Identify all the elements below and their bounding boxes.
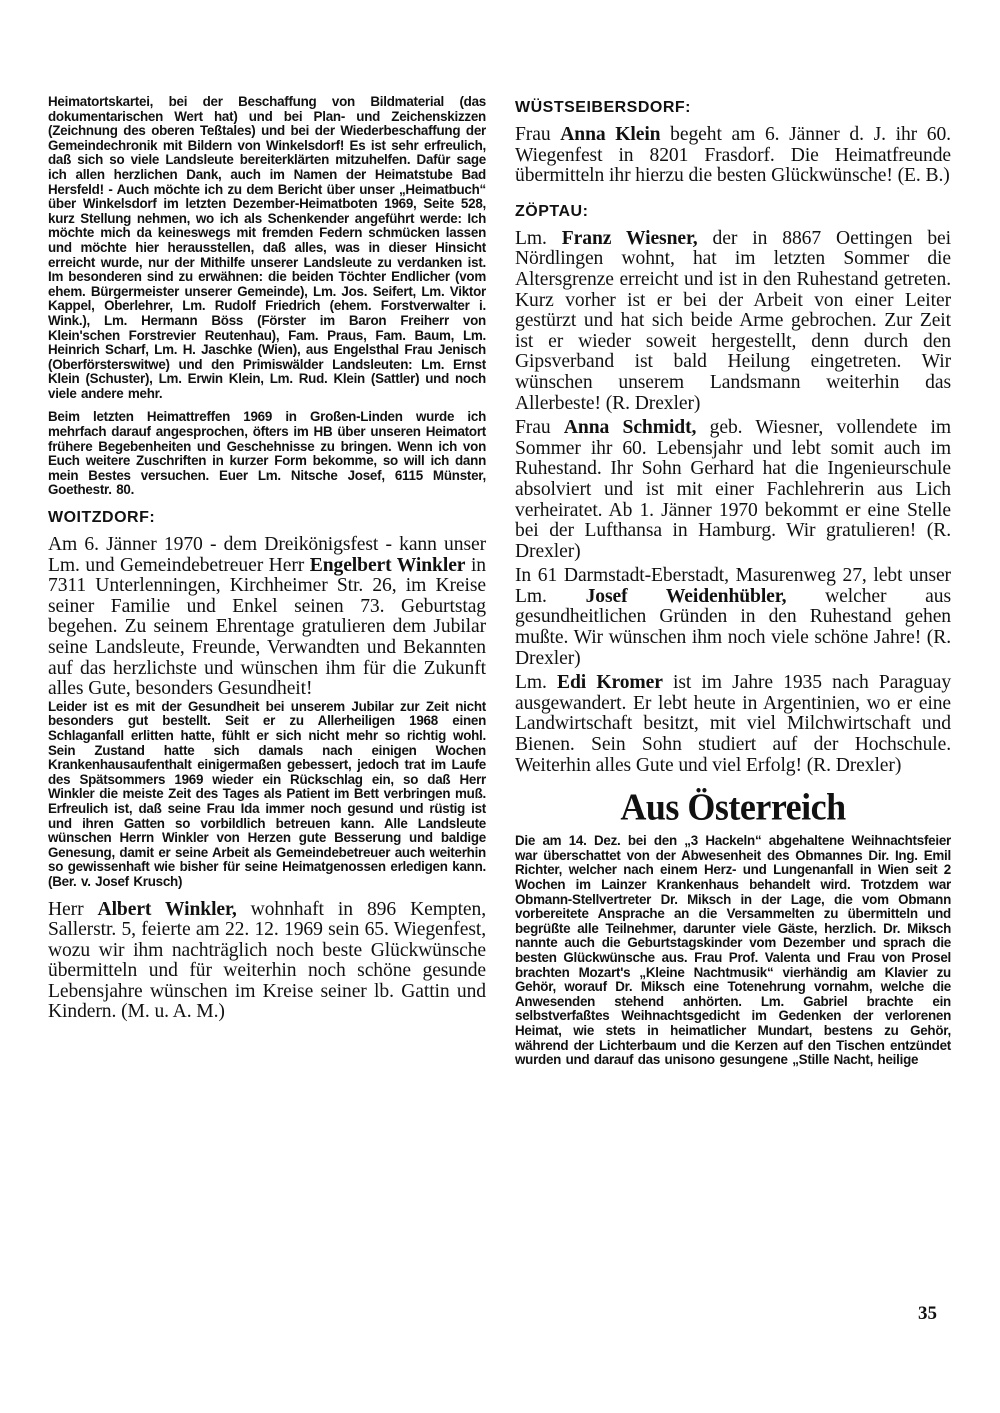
text-segment: der in 8867 Oettingen bei Nördlingen wohnt, hat im letzten Sommer die Altersgrenze erreicht und ist in den Ruhestand getreten. Kurz vorher ist er bei der Arbeit von einer Leiter gestürzt und hat sich beide Arme gebrochen. Zur Zeit ist er wieder soweit hergestellt, denn durch den Gipsverband ist bald Heilung eingetreten. Wir wünschen unserem Landsmann weiterhin das Allerbeste! (R. Drexler)	[515, 227, 952, 414]
bold-name: Franz Wiesner,	[561, 227, 698, 249]
article-paragraph	[515, 834, 951, 1068]
article-paragraph	[48, 535, 486, 700]
text-segment: In 61 Darmstadt-Eberstadt, Masurenweg 27, lebt unser Lm.	[515, 565, 951, 607]
page-number: 35	[918, 1303, 937, 1324]
text-segment: Am 6. Jänner 1970 - dem Dreikönigsfest - kann unser Lm. und Gemeindebetreuer Herr	[48, 534, 486, 576]
article-paragraph	[515, 673, 951, 776]
text-segment: Die am 14. Dez. bei den „3 Hackeln“ abgehaltene	[515, 833, 852, 849]
bold-name: Engelbert Winkler	[309, 554, 466, 576]
article-paragraph	[515, 566, 951, 669]
article-paragraph	[48, 95, 486, 401]
section-heading-wuestseibersdorf: WÜSTSEIBERSDORF:	[515, 99, 691, 116]
bold-name: Edi Kromer	[557, 672, 663, 694]
article-paragraph	[48, 700, 486, 890]
article-paragraph	[48, 900, 486, 1024]
article-paragraph	[48, 410, 486, 498]
text-segment: Frau	[515, 124, 561, 145]
article-paragraph	[515, 418, 951, 562]
section-heading-woitzdorf: WOITZDORF:	[48, 509, 156, 527]
article-paragraph	[515, 229, 951, 414]
bold-name: Anna Klein	[560, 124, 661, 145]
bold-name: Josef Weidenhübler,	[585, 585, 787, 607]
text-segment: begeht am 6. Jänner d. J. ihr 60. Wiegenfest in 8201 Frasdorf. Die Heimatfreunde übermitteln ihr hierzu die besten Glückwünsche! (E. B.)	[515, 124, 951, 187]
left-column	[48, 95, 486, 1023]
text-segment: Frau	[515, 417, 564, 439]
text-segment: Beim letzten Heimattreffen 1969 in Großen-Linden wurde ich mehrfach darauf angesprochen, öfters im HB über unseren Heimatort frühere Begebenheiten und Geschehnisse zu bringen. Wenn ich von Euch weitere Zuschriften in kurzer Form bekomme, so will ich dann mein Bestes versuchen. Euer Lm. Nitsche Josef, 6115 Münster, Goethestr. 80.	[48, 409, 486, 498]
text-segment: Leider ist es mit der Gesundheit bei unserem Jubilar zur Zeit nicht besonders gut bestellt. Seit er zu Allerheiligen 1968 einen Schlaganfall erlitten hatte, fühlt er sich nicht mehr so richtig wohl. Sein Zustand hatte sich damals nach einigen Wochen Krankenhausaufenthalt einigermaßen gebessert, jedoch trat im Laufe des Spätsommers 1969 wieder ein Rückschlag ein, so daß Herr Winkler die meiste Zeit des Tages als Patient im Bett verbringen muß. Erfreulich ist, daß seine Frau Ida immer noch gesund und rüstig ist und ihren Gatten so vorbildlich betreuen kann. Alle Landsleute wünschen Herrn Winkler von Herzen gute Besserung und baldige Genesung, damit er seine Arbeit als Gemeindebetreuer auch weiterhin so gewissenhaft wie bisher für seine Heimatgenossen erledigen kann. (Ber. v. Josef Krusch)	[48, 698, 486, 889]
text-segment: ist im Jahre 1935 nach Paraguay ausgewandert. Er lebt heute in Argentinien, wo er eine Landwirtschaft besitzt, mit viel Milchwirtschaft und Bienen. Sein Sohn studiert auf der Hochschule. Weiterhin alles Gute und viel Erfolg! (R. Drexler)	[515, 672, 952, 776]
text-segment: Lm.	[515, 227, 562, 249]
bold-name: Anna Schmidt,	[563, 417, 697, 439]
text-segment: welcher aus gesundheitlichen Gründen in den Ruhestand gehen mußte. Wir wünschen ihm noch viele schöne Jahre! (R. Drexler)	[515, 585, 951, 669]
text-segment: Lm.	[515, 672, 558, 694]
right-column	[515, 95, 951, 1068]
article-paragraph	[515, 125, 951, 187]
section-heading-zoeptau: ZÖPTAU:	[515, 202, 589, 220]
text-segment: wohnhaft in 896 Kempten, Sallerstr. 5, feierte am 22. 12. 1969 sein 65. Wiegenfest, wozu wir ihm nachträglich noch beste Glückwünsche übermitteln und für weiterhin noch schöne gesunde Lebensjahre wünschen im Kreise seiner lb. Gattin und Kindern. (M. u. A. M.)	[48, 898, 487, 1023]
text-segment: Herr	[48, 898, 98, 920]
text-segment: in 7311 Unterlenningen, Kirchheimer Str. 26, im Kreise seiner Familie und Enkel seinen 73. Geburtstag begehen. Zu seinem Ehrentage gratulieren dem Jubilar seine Landsleute, Freunde, Verwandten und Bekannten auf das herzlichste und wünschen ihm für die Zukunft alles Gute, besonders Gesundheit!	[48, 554, 487, 700]
bold-name: Albert Winkler,	[97, 898, 237, 920]
text-segment: Heimatortskartei, bei der Beschaffung von Bildmaterial (das dokumentarischen Wert hat) und bei Plan- und Zeichenskizzen (Zeichnung des oberen Teßtales) und bei der Wiederbeschaffung der Gemeindechronik mit Bildern von Winkelsdorf! Es ist sehr erfreulich, daß sich so viele Landsleute bereiterklärten mitzuhelfen. Dafür sage ich allen herzlichen Dank, auch im Namen der Heimatstube Bad Hersfeld! - Auch möchte ich zu dem Bericht über unser „Heimatbuch“ über Winkelsdorf im letzten Dezember-Heimatboten 1969, Seite 528, kurz Stellung nehmen, wo ich als Schenkender angeführt werde: Ich möchte mich da keineswegs mit fremden Federn schmücken lassen und möchte hier herausstellen, daß alles, was in dieser Hinsicht erreicht wurde, nur der Mithilfe unserer Landsleute zu verdanken ist. Im besonderen sind zu erwähnen: die beiden Töchter Endlicher (vom ehem. Bürgermeister unserer Gemeinde), Lm. Jos. Seifert, Lm. Viktor Kappel, Oberlehrer, Lm. Rudolf Friedrich (ehem. Forstverwalter i. Wink.), Lm. Hermann Böss (Förster im Baron Freiherr von Klein'schen Forstrevier Reutenhau), Fam. Praus, Fam. Baum, Lm. Heinrich Scharf, Lm. H. Jaschke (Wien), aus Engelsthal Frau Jenisch (Oberförsterswitwe) und den Primiswälder Landsleuten: Lm. Ernst Klein (Schuster), Lm. Erwin Klein, Lm. Rud. Klein (Sattler) und noch viele andere mehr.	[48, 94, 486, 401]
text-segment: war überschattet von der Abwesenheit des Obmannes Dir. Ing. Emil Richter, welcher nach einem Herz- und Lungenanfall in Wien seit 2 Wochen im Lainzer Krankenhaus behandelt wird. Trotzdem war Obmann-Stellvertreter Dr. Miksch in der Lage, die vom Obmann vorbereitete Ansprache an die Versammelten zu übermitteln und begrüßte alle Teilnehmer, darunter viele Gäste, herzlich. Dr. Miksch nannte auch die Geburtstagskinder vom Dezember und sprach die besten Glückwünsche aus. Frau Prof. Valenta und Frau von Prosel brachten Mozart's „Kleine Nachtmusik“ vierhändig am Klavier zu Gehör, worauf Dr. Miksch eine Totenehrung vornahm, welche die Anwesenden stehend anhörten. Lm. Gabriel brachte ein selbstverfaßtes Weihnachtsgedicht im Gedenken der verlorenen Heimat, wie stets in heimatlicher Mundart, bestens zu Gehör, während der Lichterbaum und die Kerzen auf den Tischen entzündet wurden und darauf das unisono gesungene „Stille Nacht, heilige	[515, 847, 951, 1068]
bold-name: Weihnachtsfeier	[851, 833, 951, 849]
text-segment: geb. Wiesner, vollendete im Sommer ihr 60. Lebensjahr und lebt somit auch im Ruhestand. Ihr Sohn Gerhard hat die Ingenieurschule absolviert und ist mit einer Fachlehrerin aus Lich verheiratet. Ab 1. Jänner 1970 bekommt er eine Stelle bei der Lufthansa in Hamburg. Wir gratulieren! (R. Drexler)	[515, 417, 951, 562]
section-title-aus-oesterreich: Aus Österreich	[620, 786, 846, 829]
